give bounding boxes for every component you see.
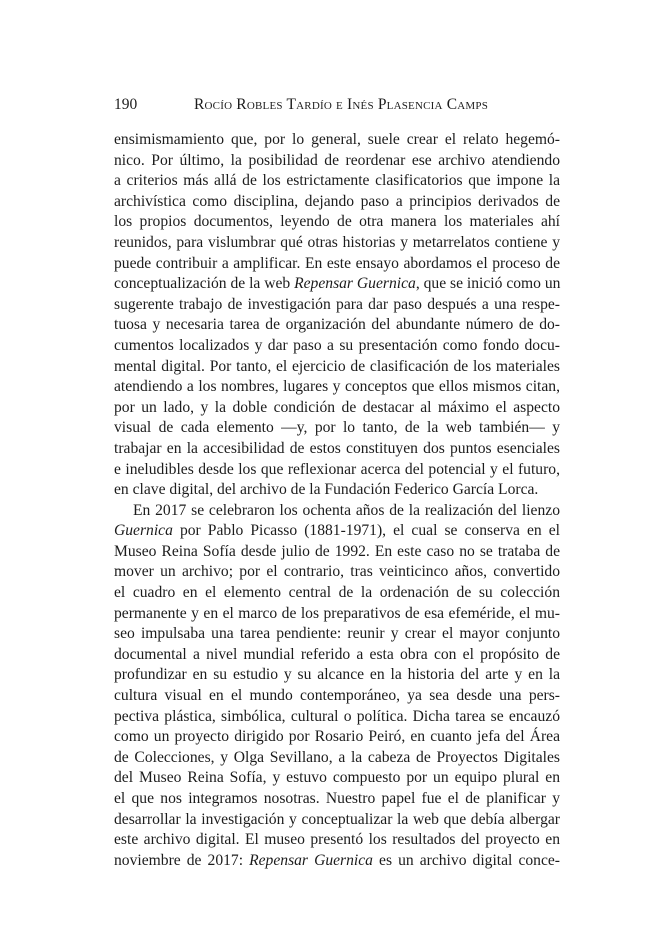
text-line [114,727,560,748]
text-line [114,748,560,769]
text-segment: e ineludibles desde los que reflexionar acerca del potencial y el futuro, [114,460,560,478]
running-header [114,95,564,115]
text-segment: documental a nivel mundial referido a esta obra con el propósito de [114,645,560,663]
text-segment: del Museo Reina Sofía, y estuvo compuesto por un equipo plural en [114,769,560,787]
text-line [114,254,560,275]
text-line [114,562,560,583]
text-line [114,418,560,439]
text-segment: trabajar en la accesibilidad de estos constituyen dos puntos esenciales [114,439,560,457]
text-line [114,439,560,460]
text-line [114,315,560,336]
text-segment: el que nos integramos nosotras. Nuestro papel fue el de planificar y [114,790,560,807]
text-line [114,501,560,522]
text-line [114,130,560,151]
text-segment: puede contribuir a amplificar. En este ensayo abordamos el proceso de [114,254,560,272]
text-line [114,686,560,707]
text-line [114,212,560,233]
text-line [114,810,560,831]
text-segment: como un proyecto dirigido por Rosario Peiró, en cuanto jefa del Área [114,728,560,746]
text-segment: En 2017 se celebraron los ochenta años de la realización del lienzo [133,501,560,519]
text-segment: conceptualización de la web [114,275,295,293]
text-segment: permanente y en el marco de los preparativos de esa efeméride, el mu- [114,604,560,622]
text-line [114,583,560,604]
text-line [114,377,560,398]
text-line [114,398,560,419]
text-segment: nico. Por último, la posibilidad de reordenar ese archivo atendiendo [114,151,560,169]
text-line [114,768,560,789]
text-segment: visual de cada elemento —y, por lo tanto, de la web también— y [114,419,560,437]
text-line [114,171,560,192]
text-segment: archivística como disciplina, dejando paso a principios derivados de [114,192,560,210]
text-line [114,624,560,645]
text-line [114,665,560,686]
text-line [114,830,560,851]
text-segment: atendiendo a los nombres, lugares y conceptos que ellos mismos citan, [114,378,560,396]
running-header-authors: Rocío Robles Tardío e Inés Plasencia Camps [194,96,489,113]
text-segment: desarrollar la investigación y conceptualizar la web que debía albergar [114,810,560,828]
text-line [114,192,560,213]
text-line [114,521,560,542]
text-segment: el cuadro en el elemento central de la ordenación de su colección [114,584,560,602]
text-segment: ensimismamiento que, por lo general, suele crear el relato hegemó- [114,131,560,148]
text-segment: los propios documentos, leyendo de otra manera los materiales ahí [114,213,560,231]
text-segment: reunidos, para vislumbrar qué otras historias y metarrelatos contiene y [114,233,560,251]
text-segment: Museo Reina Sofía desde julio de 1992. En este caso no se trataba de [114,542,560,560]
italic-title: Repensar Guernica [249,851,373,869]
text-segment: en clave digital, del archivo de la Fundación Federico García Lorca. [114,481,539,499]
text-line [114,460,560,481]
text-line [114,542,560,563]
text-line [114,357,560,378]
text-segment: cultura visual en el mundo contemporáneo, ya sea desde una pers- [114,687,560,705]
text-line [114,151,560,172]
text-segment: , que se inició como un [415,275,561,293]
text-segment: mover un archivo; por el contrario, tras veinticinco años, convertido [114,563,560,581]
text-segment: tuosa y necesaria tarea de organización del abundante número de do- [114,316,560,334]
text-line [114,604,560,625]
text-segment: a criterios más allá de los estrictamente clasificatorios que impone la [114,172,560,190]
text-line [114,789,560,810]
text-line [114,295,560,316]
italic-title: Guernica [114,522,173,540]
text-line [114,274,560,295]
text-line [114,480,560,501]
text-segment: este archivo digital. El museo presentó los resultados del proyecto en [114,831,560,849]
text-line [114,851,560,872]
text-segment: mental digital. Por tanto, el ejercicio de clasificación de los materiales [114,357,560,375]
text-segment: noviembre de 2017: [114,851,250,869]
text-line [114,336,560,357]
text-segment: es un archivo digital conce- [372,851,560,869]
text-segment: de Colecciones, y Olga Sevillano, a la cabeza de Proyectos Digitales [114,748,560,766]
text-line [114,233,560,254]
text-segment: seo impulsaba una tarea pendiente: reunir y crear el mayor conjunto [114,625,560,643]
body-text [114,130,560,871]
text-segment: cumentos localizados y dar paso a su presentación como fondo docu- [114,336,560,354]
text-segment: pectiva plástica, simbólica, cultural o política. Dicha tarea se encauzó [114,707,560,725]
text-line [114,645,560,666]
italic-title: Repensar Guernica [294,275,416,293]
page-number: 190 [114,96,138,113]
text-segment: profundizar en su estudio y su alcance en la historia del arte y en la [114,666,560,684]
text-segment: sugerente trabajo de investigación para dar paso después a una respe- [114,295,560,313]
text-line [114,707,560,728]
text-segment: por Pablo Picasso (1881-1971), el cual se conserva en el [172,522,560,540]
text-segment: por un lado, y la doble condición de destacar al máximo el aspecto [114,398,560,416]
